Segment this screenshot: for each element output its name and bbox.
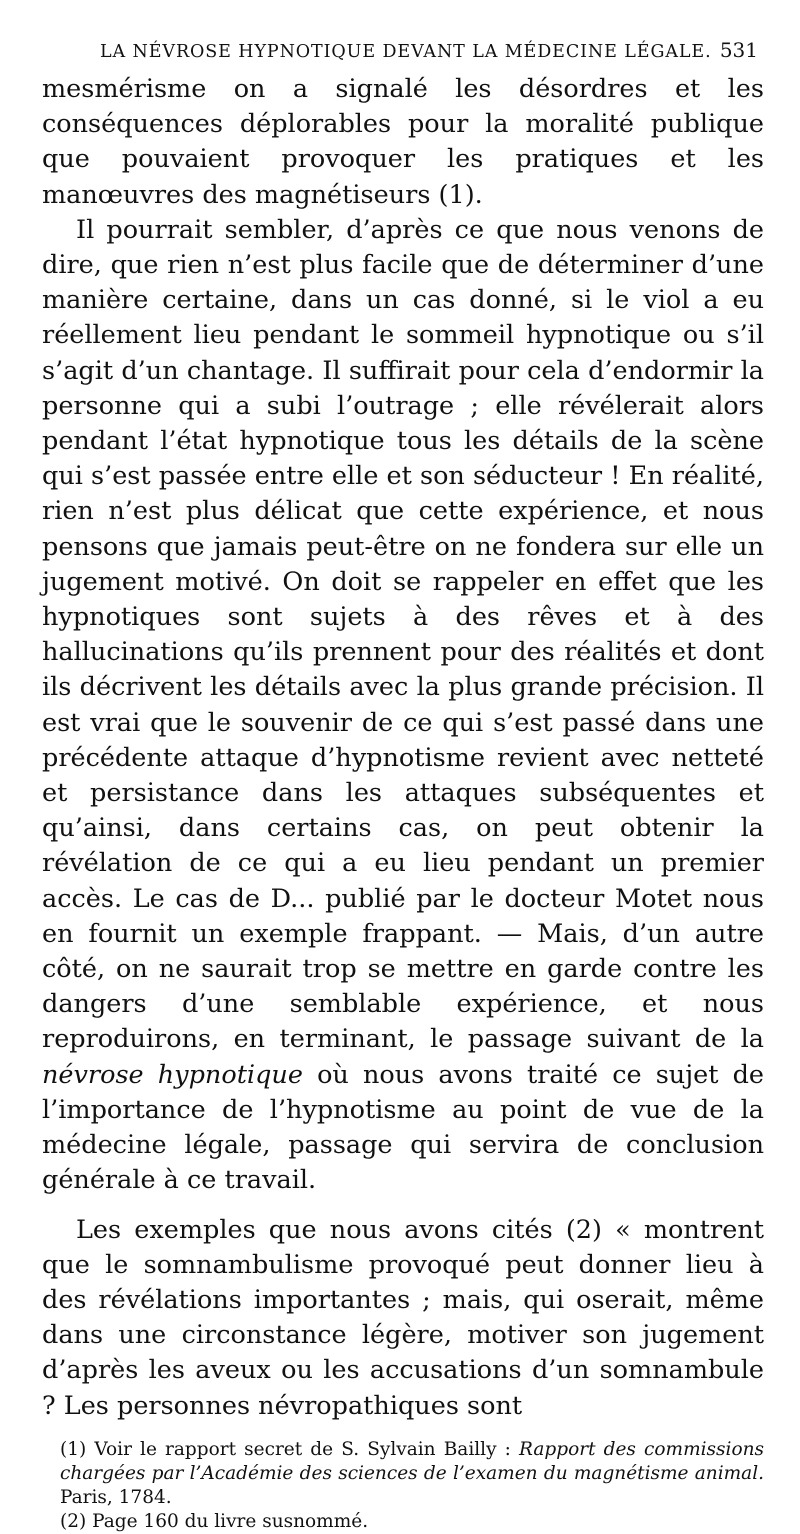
- footnote-1-end: Paris, 1784.: [60, 1486, 172, 1508]
- paragraph-1: mesmérisme on a signalé les désordres et les conséquences déplorables pour la moralité publique que pouvaient provoquer les pratiques et les manœuvres des magnétiseurs (1).: [42, 74, 764, 210]
- footnote-1-italic: Rapport des commissions chargées par l’Académie des sciences de l’examen du magnétisme animal.: [60, 1438, 765, 1484]
- footnote-1-text: Voir le rapport secret de S. Sylvain Bailly :: [94, 1438, 511, 1460]
- footnote-2-marker: (2): [60, 1510, 87, 1532]
- footnotes: [42, 1438, 764, 1534]
- footnote-2-text: Page 160 du livre susnommé.: [92, 1510, 369, 1532]
- paragraph-3: Les exemples que nous avons cités (2) « montrent que le somnambulisme provoqué peut donner lieu à des révélations importantes ; mais, qui oserait, même dans une circonstance légère, motiver son jugement d’après les aveux ou les accusations d’un somnambule ? Les personnes névropathiques sont: [42, 1214, 764, 1421]
- paragraph-2-end: où nous avons traité ce sujet de l’importance de l’hypnotisme au point de vue de la médecine légale, passage qui servira de conclusion générale à ce travail.: [42, 1059, 764, 1196]
- running-title: LA NÉVROSE HYPNOTIQUE DEVANT LA MÉDECINE LÉGALE.: [100, 42, 712, 62]
- body-text: [42, 72, 764, 1424]
- paragraph-2-text: Il pourrait sembler, d’après ce que nous venons de dire, que rien n’est plus facile que de déterminer d’une manière certaine, dans un cas donné, si le viol a eu réellement lieu pendant le sommeil hypnotique ou s’il s’agit d’un chantage. Il suffirait pour cela d’endormir la personne qui a subi l’outrage ; elle révélerait alors pendant l’état hypnotique tous les détails de la scène qui s’est passée entre elle et son séducteur ! En réalité, rien n’est plus délicat que cette expérience, et nous pensons que jamais peut-être on ne fondera sur elle un jugement motivé. On doit se rappeler en effet que les hypnotiques sont sujets à des rêves et à des hallucinations qu’ils prennent pour des réalités et dont ils décrivent les détails avec la plus grande précision. Il est vrai que le souvenir de ce qui s’est passé dans une précédente attaque d’hypnotisme revient avec netteté et persistance dans les attaques subséquentes et qu’ainsi, dans certains cas, on peut obtenir la révélation de ce qui a eu lieu pendant un premier accès. Le cas de D... publié par le docteur Motet nous en fournit un exemple frappant. — Mais, d’un autre côté, on ne saurait trop se mettre en garde contre les dangers d’une semblable expérience, et nous reproduirons, en terminant, le passage suivant de la: [42, 214, 764, 1055]
- footnote-2: [42, 1510, 764, 1534]
- paragraph-2: [42, 213, 764, 1199]
- footnote-1-marker: (1): [60, 1438, 87, 1460]
- paragraph-2-italic: névrose hypnotique: [42, 1059, 303, 1090]
- page-number: 531: [719, 38, 758, 62]
- running-head: [42, 38, 764, 72]
- footnote-1: [42, 1438, 764, 1510]
